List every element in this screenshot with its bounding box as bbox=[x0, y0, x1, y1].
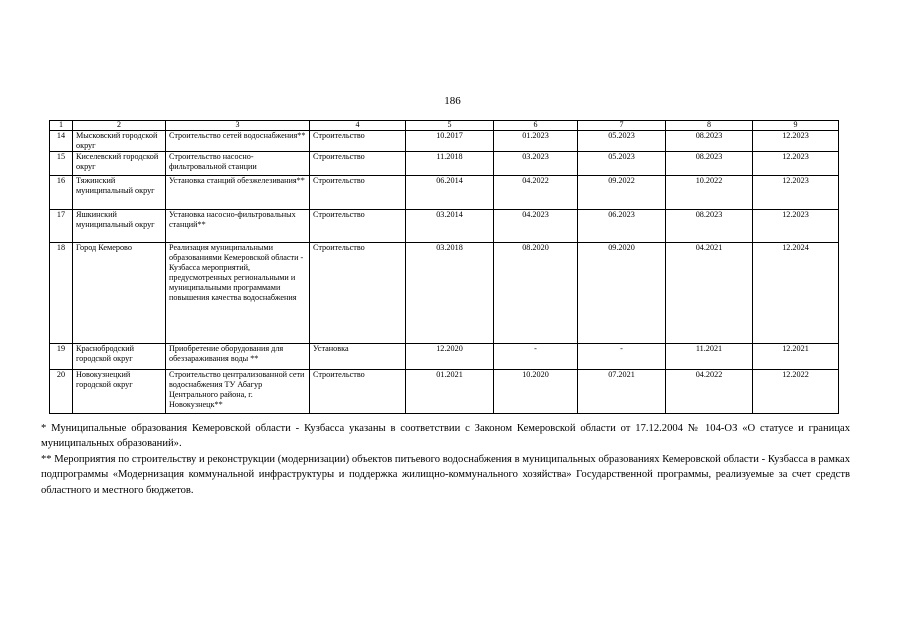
municipality-cell: Яшкинский муниципальный округ bbox=[73, 210, 166, 243]
table-row bbox=[50, 176, 839, 210]
table-row bbox=[50, 131, 839, 152]
date-cell: 09.2020 bbox=[578, 243, 666, 344]
date-cell: 04.2022 bbox=[666, 370, 753, 414]
date-cell: 11.2021 bbox=[666, 344, 753, 370]
measure-cell: Реализация муниципальными образованиями Кемеровской области - Кузбасса мероприятий, предусмотренных региональными и муниципальными программами повышения качества водоснабжения bbox=[166, 243, 310, 344]
measure-cell: Строительство централизованной сети водоснабжения ТУ Абагур Центрального района, г. Новокузнецк** bbox=[166, 370, 310, 414]
municipality-cell: Мысковский городской округ bbox=[73, 131, 166, 152]
municipality-cell: Тяжинский муниципальный округ bbox=[73, 176, 166, 210]
header-cell: 4 bbox=[310, 121, 406, 131]
date-cell: 03.2023 bbox=[494, 152, 578, 176]
date-cell: 11.2018 bbox=[406, 152, 494, 176]
date-cell: 04.2022 bbox=[494, 176, 578, 210]
date-cell: 03.2018 bbox=[406, 243, 494, 344]
table-row bbox=[50, 152, 839, 176]
date-cell: 06.2014 bbox=[406, 176, 494, 210]
date-cell: 07.2021 bbox=[578, 370, 666, 414]
date-cell: 01.2023 bbox=[494, 131, 578, 152]
date-cell: 12.2023 bbox=[753, 131, 839, 152]
type-cell: Строительство bbox=[310, 152, 406, 176]
type-cell: Строительство bbox=[310, 210, 406, 243]
row-number: 16 bbox=[50, 176, 73, 210]
date-cell: 04.2023 bbox=[494, 210, 578, 243]
header-cell: 8 bbox=[666, 121, 753, 131]
type-cell: Строительство bbox=[310, 131, 406, 152]
header-cell: 9 bbox=[753, 121, 839, 131]
type-cell: Строительство bbox=[310, 176, 406, 210]
date-cell: - bbox=[578, 344, 666, 370]
date-cell: 06.2023 bbox=[578, 210, 666, 243]
measure-cell: Строительство насосно-фильтровальной станции bbox=[166, 152, 310, 176]
row-number: 19 bbox=[50, 344, 73, 370]
header-cell: 5 bbox=[406, 121, 494, 131]
row-number: 18 bbox=[50, 243, 73, 344]
date-cell: 08.2023 bbox=[666, 152, 753, 176]
date-cell: 12.2023 bbox=[753, 152, 839, 176]
type-cell: Строительство bbox=[310, 243, 406, 344]
measure-cell: Установка станций обезжелезивания** bbox=[166, 176, 310, 210]
date-cell: 05.2023 bbox=[578, 131, 666, 152]
date-cell: 10.2017 bbox=[406, 131, 494, 152]
municipality-cell: Новокузнецкий городской округ bbox=[73, 370, 166, 414]
table-row bbox=[50, 243, 839, 344]
type-cell: Установка bbox=[310, 344, 406, 370]
header-cell: 6 bbox=[494, 121, 578, 131]
date-cell: 01.2021 bbox=[406, 370, 494, 414]
row-number: 17 bbox=[50, 210, 73, 243]
measure-cell: Приобретение оборудования для обеззараживания воды ** bbox=[166, 344, 310, 370]
footnote-1: * Муниципальные образования Кемеровской области - Кузбасса указаны в соответствии с Законом Кемеровской области от 17.12.2004 № 104-ОЗ «О статусе и границах муниципальных образований». bbox=[41, 423, 850, 450]
measures-table bbox=[49, 120, 839, 414]
date-cell: 12.2022 bbox=[753, 370, 839, 414]
header-cell: 1 bbox=[50, 121, 73, 131]
header-cell: 3 bbox=[166, 121, 310, 131]
date-cell: 12.2020 bbox=[406, 344, 494, 370]
table-row bbox=[50, 210, 839, 243]
footnote-2: ** Мероприятия по строительству и реконструкции (модернизации) объектов питьевого водоснабжения в муниципальных образованиях Кемеровской области - Кузбасса в рамках подпрограммы «Модернизация коммунальной инфраструктуры и поддержка жилищно-коммунального хозяйства» Государственной программы, реализуемые за счет средств областного и местного бюджетов. bbox=[41, 453, 850, 496]
row-number: 20 bbox=[50, 370, 73, 414]
header-cell: 7 bbox=[578, 121, 666, 131]
date-cell: 08.2023 bbox=[666, 131, 753, 152]
date-cell: 09.2022 bbox=[578, 176, 666, 210]
row-number: 15 bbox=[50, 152, 73, 176]
measure-cell: Строительство сетей водоснабжения** bbox=[166, 131, 310, 152]
footnotes bbox=[41, 421, 850, 498]
date-cell: 12.2024 bbox=[753, 243, 839, 344]
municipality-cell: Киселевский городской округ bbox=[73, 152, 166, 176]
date-cell: 08.2020 bbox=[494, 243, 578, 344]
date-cell: 05.2023 bbox=[578, 152, 666, 176]
table-row bbox=[50, 370, 839, 414]
date-cell: 12.2023 bbox=[753, 210, 839, 243]
date-cell: 04.2021 bbox=[666, 243, 753, 344]
measure-cell: Установка насосно-фильтровальных станций** bbox=[166, 210, 310, 243]
date-cell: 12.2023 bbox=[753, 176, 839, 210]
table-header-row bbox=[50, 121, 839, 131]
table-row bbox=[50, 344, 839, 370]
page-number: 186 bbox=[444, 95, 461, 107]
date-cell: - bbox=[494, 344, 578, 370]
date-cell: 08.2023 bbox=[666, 210, 753, 243]
date-cell: 10.2022 bbox=[666, 176, 753, 210]
header-cell: 2 bbox=[73, 121, 166, 131]
date-cell: 10.2020 bbox=[494, 370, 578, 414]
municipality-cell: Город Кемерово bbox=[73, 243, 166, 344]
date-cell: 12.2021 bbox=[753, 344, 839, 370]
row-number: 14 bbox=[50, 131, 73, 152]
municipality-cell: Краснобродский городской округ bbox=[73, 344, 166, 370]
type-cell: Строительство bbox=[310, 370, 406, 414]
date-cell: 03.2014 bbox=[406, 210, 494, 243]
